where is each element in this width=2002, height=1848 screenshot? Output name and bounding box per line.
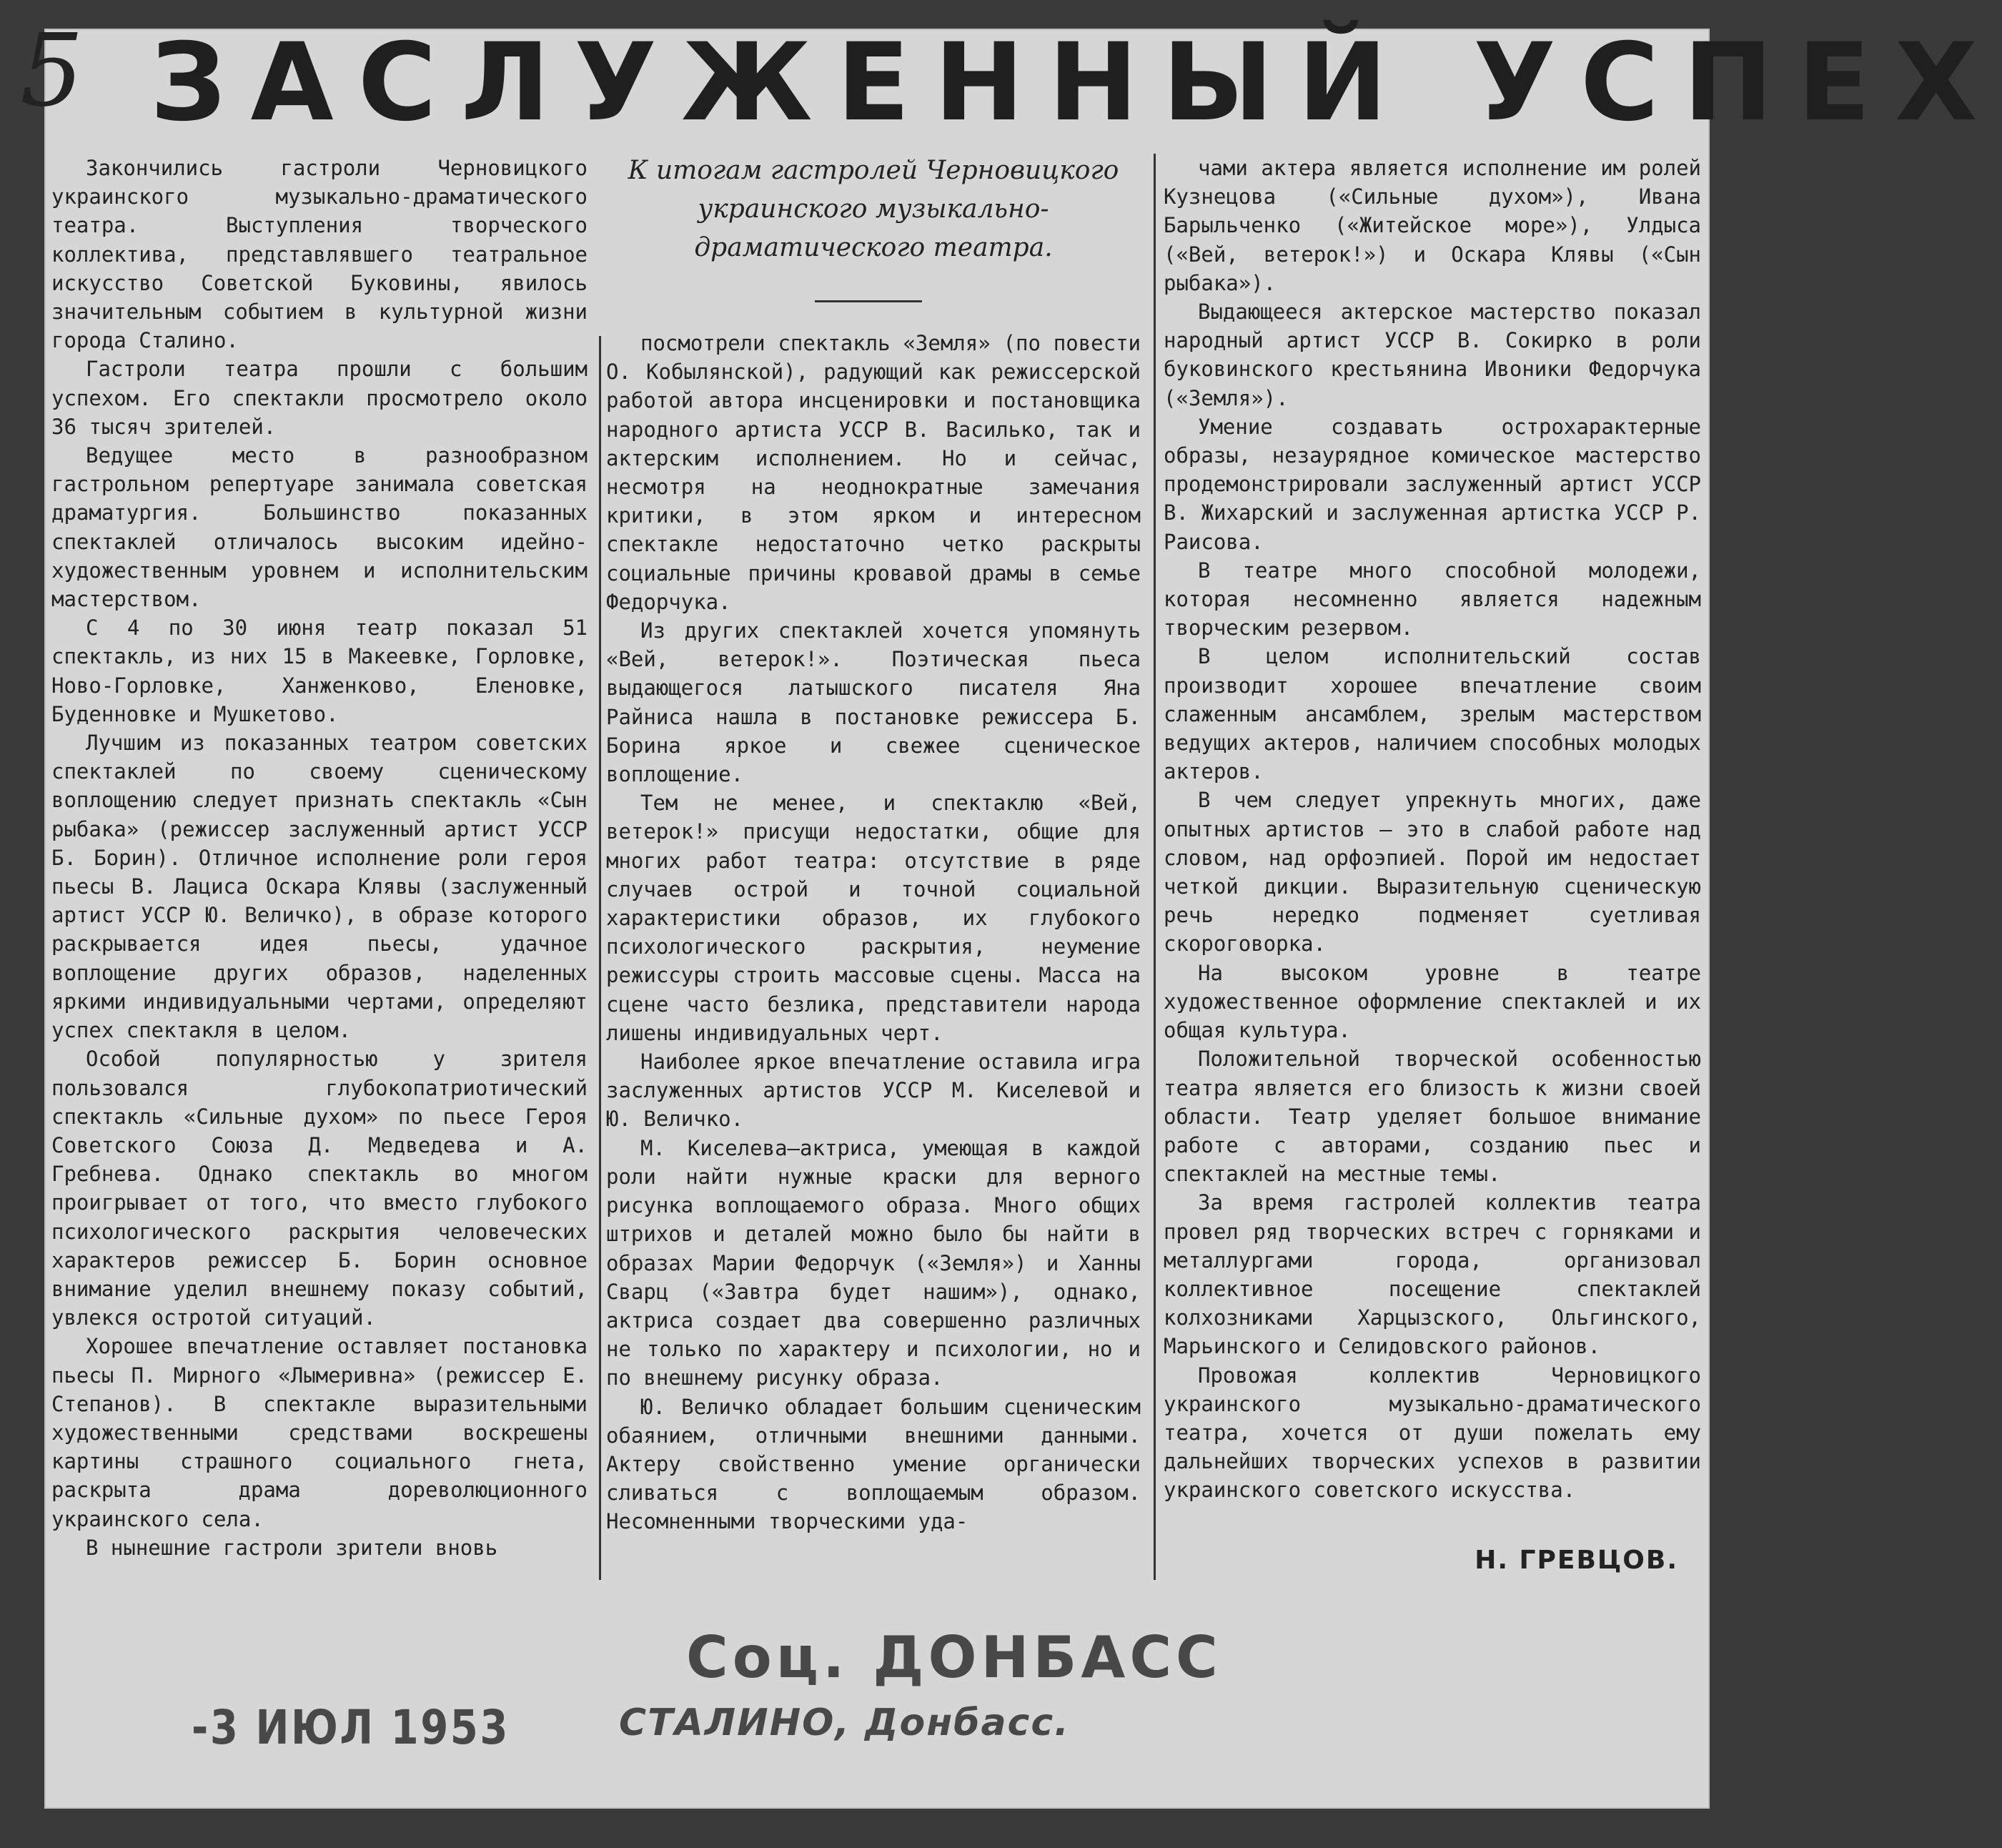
article-paragraph: Выдающееся актерское мастерство показал народный артист УССР В. Сокирко в роли буковинского крестьянина Ивоники Федорчука («Земля»). (1164, 300, 1701, 410)
article-paragraph: На высоком уровне в театре художественное оформление спектаклей и их общая культура. (1164, 960, 1701, 1043)
page-number-mark: 5 (20, 13, 84, 129)
article-paragraph: Хорошее впечатление оставляет постановка пьесы П. Мирного «Лымеривна» (режиссер Е. Степанов). В спектакле выразительными художественными средствами воскрешены картины страшного социального гнета, раскрыта драма дореволюционного украинского села. (51, 1334, 588, 1531)
article-paragraph: За время гастролей коллектив театра провел ряд творческих встреч с горняками и металлургами города, организовал коллективное посещение спектаклей колхозниками Харцызского, Ольгинского, Марьинского и Селидовского районов. (1164, 1190, 1701, 1359)
newspaper-stamp: Соц. ДОНБАСС (686, 1624, 1222, 1691)
article-subtitle: К итогам гастролей Черновицкого украинского музыкально-драматического театра. (628, 156, 1119, 262)
subtitle-divider (815, 300, 922, 302)
city-stamp: СТАЛИНО, Донбасс. (619, 1701, 1070, 1744)
column-divider-1 (599, 336, 601, 1580)
article-paragraph: М. Киселева—актриса, умеющая в каждой роли найти нужные краски для верного рисунка воплощаемого образа. Много общих штрихов и деталей можно было бы найти в образах Марии Федорчук («Земля») и Ханны Сварц («Завтра будет нашим»), однако, актриса создает два совершенно различных не только по характеру и психологии, но и по внешнему рисунку образа. (606, 1135, 1141, 1390)
article-paragraph: Ведущее место в разнообразном гастрольном репертуаре занимала советская драматургия. Большинство показанных спектаклей отличалось высоким идейно-художественным уровнем и исполнительским мастерством. (51, 443, 588, 612)
column-2 (606, 329, 1141, 1536)
article-headline: ЗАСЛУЖЕННЫЙ УСПЕХ (150, 21, 2002, 145)
article-paragraph: Ю. Величко обладает большим сценическим обаянием, отличными внешними данными. Актеру свойственно умение органически сливаться с воплощаемым образом. Несомненными творческими уда- (606, 1394, 1141, 1534)
article-paragraph: Гастроли театра прошли с большим успехом. Его спектакли просмотрело около 36 тысяч зрителей. (51, 357, 588, 439)
date-stamp: -3 ИЮЛ 1953 (192, 1700, 510, 1755)
article-paragraph: Лучшим из показанных театром советских спектаклей по своему сценическому воплощению следует признать спектакль «Сын рыбака» (режиссер заслуженный артист УССР Б. Борин). Отличное исполнение роли героя пьесы В. Лациса Оскара Клявы (заслуженный артист УССР Ю. Величко), в образе которого раскрывается идея пьесы, удачное воплощение других образов, наделенных яркими индивидуальными чертами, определяют успех спектакля в целом. (51, 731, 588, 1043)
article-paragraph: Тем не менее, и спектаклю «Вей, ветерок!» присущи недостатки, общие для многих работ театра: отсутствие в ряде случаев острой и точной социальной характеристики образов, их глубокого психологического раскрытия, неумение режиссуры строить массовые сцены. Масса на сцене часто безлика, представители народа лишены индивидуальных черт. (606, 791, 1141, 1045)
article-paragraph: Умение создавать острохарактерные образы, незаурядное комическое мастерство продемонстрировали заслуженный артист УССР В. Жихарский и заслуженная артистка УССР Р. Раисова. (1164, 414, 1701, 554)
article-paragraph: посмотрели спектакль «Земля» (по повести О. Кобылянской), радующий как режиссерской работой автора инсценировки и постановщика народного артиста УССР В. Василько, так и актерским исполнением. Но и сейчас, несмотря на неоднократные замечания критики, в этом ярком и интересном спектакле недостаточно четко раскрыты социальные причины кровавой драмы в семье Федорчука. (606, 331, 1141, 614)
article-paragraph: В нынешние гастроли зрители вновь (86, 1535, 498, 1560)
article-paragraph: чами актера является исполнение им ролей Кузнецова («Сильные духом»), Ивана Барыльченко («Житейское море»), Улдыса («Вей, ветерок!») и Оскара Клявы («Сын рыбака»). (1164, 156, 1701, 295)
author-signature: Н. ГРЕВЦОВ. (1475, 1546, 1678, 1575)
article-paragraph: В целом исполнительский состав производит хорошее впечатление своим слаженным ансамблем, зрелым мастерством ведущих актеров, наличием способных молодых актеров. (1164, 644, 1701, 784)
column-1 (51, 154, 588, 1562)
article-paragraph: Наиболее яркое впечатление оставила игра заслуженных артистов УССР М. Киселевой и Ю. Величко. (606, 1049, 1141, 1132)
article-paragraph: Из других спектаклей хочется упомянуть «Вей, ветерок!». Поэтическая пьеса выдающегося латышского писателя Яна Райниса нашла в постановке режиссера Б. Борина яркое и свежее сценическое воплощение. (606, 618, 1141, 787)
column-divider-2 (1154, 154, 1156, 1580)
article-paragraph: Провожая коллектив Черновицкого украинского музыкально-драматического театра, хочется от души пожелать ему дальнейших творческих успехов в развитии украинского советского искусства. (1164, 1363, 1701, 1503)
article-paragraph: В чем следует упрекнуть многих, даже опытных артистов — это в слабой работе над словом, над орфоэпией. Порой им недостает четкой дикции. Выразительную сценическую речь нередко подменяет суетливая скороговорка. (1164, 788, 1701, 957)
article-paragraph: С 4 по 30 июня театр показал 51 спектакль, из них 15 в Макеевке, Горловке, Ново-Горловке, Ханженково, Еленовке, Буденновке и Мушкетово. (51, 616, 588, 726)
column-3 (1164, 154, 1701, 1505)
article-paragraph: Особой популярностью у зрителя пользовался глубокопатриотический спектакль «Сильные духом» по пьесе Героя Советского Союза Д. Медведева и А. Гребнева. Однако спектакль во многом проигрывает от того, что вместо глубокого психологического раскрытия человеческих характеров режиссер Б. Борин основное внимание уделил внешнему показу событий, увлекся остротой ситуаций. (51, 1047, 588, 1330)
article-paragraph: В театре много способной молодежи, которая несомненно является надежным творческим резервом. (1164, 558, 1701, 641)
article-paragraph: Положительной творческой особенностью театра является его близость к жизни своей области. Театр уделяет большое внимание работе с авторами, созданию пьес и спектаклей на местные темы. (1164, 1047, 1701, 1187)
article-paragraph: Закончились гастроли Черновицкого украинского музыкально-драматического театра. Выступления творческого коллектива, представлявшего театральное искусство Советской Буковины, явилось значительным событием в культурной жизни города Сталино. (51, 156, 588, 353)
